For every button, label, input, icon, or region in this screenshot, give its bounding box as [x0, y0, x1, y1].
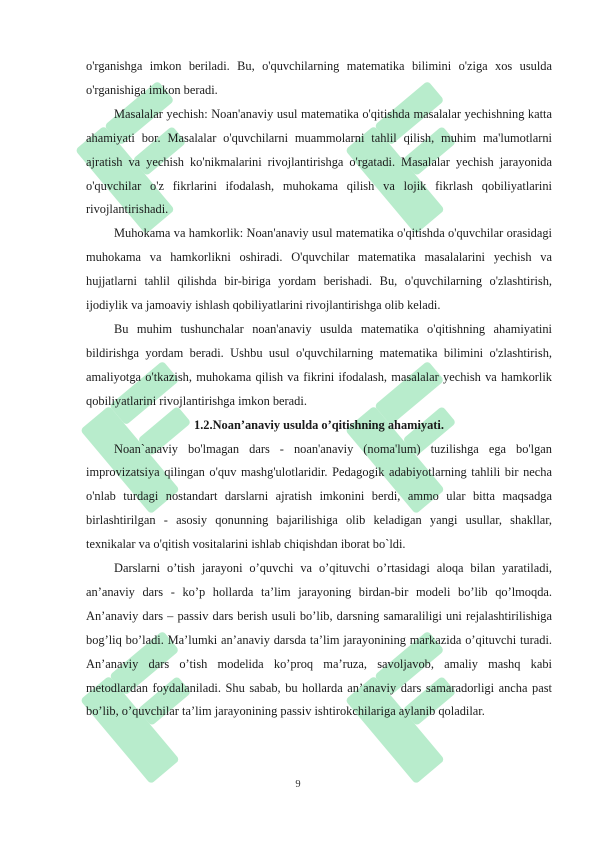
paragraph-continuation: o'rganishga imkon beriladi. Bu, o'quvchilarning matematika bilimini o'ziga xos usulda o'rganishiga imkon beradi. [86, 59, 552, 97]
document-body [86, 55, 552, 724]
page-number: 9 [295, 779, 301, 790]
paragraph-nontraditional-lesson: Noan`anaviy bo'lmagan dars - noan'anaviy (noma'lum) tuzilishga ega bo'lgan improvizatsiya qilingan o'quv mashg'ulotlaridir. Pedagogik adabiyotlarning tahlili bir necha o'nlab turdagi nostandart darslarni ajratish imkonini berdi, ammo ular bitta maqsadga birlashtirilgan - asosiy qonunning bajarilishiga olib keladigan yangi usullar, shakllar, texnikalar va o'qitish vositalarini ishlab chiqishdan iborat bo`ldi. [86, 441, 552, 552]
section-heading: 1.2.Noan’anaviy usulda o’qitishning ahamiyati. [194, 417, 444, 432]
paragraph-discussion-collaboration: Muhokama va hamkorlik: Noan'anaviy usul matematika o'qitishda o'quvchilar orasidagi muhokama va hamkorlikni oshiradi. O'quvchilar matematika masalalarini yechish va hujjatlarni tahlil qilishda bir-biriga yordam berishadi. Bu, o'quvchilarning o'zlashtirish, ijodiylik va jamoaviy ishlash qobiliyatlarini rivojlantirishga olib keladi. [86, 226, 552, 313]
paragraph-problem-solving: Masalalar yechish: Noan'anaviy usul matematika o'qitishda masalalar yechishning katta ahamiyati bor. Masalalar o'quvchilarni muammolarni tahlil qilish, muhim ma'lumotlarni ajratish va yechish ko'nikmalarini rivojlantirishga o'rgatadi. Masalalar yechish jarayonida o'quvchilar o'z fikrlarini ifodalash, muhokama qilish va lojik fikrlash qobiliyatlarini rivojlantirishadi. [86, 106, 552, 217]
paragraph-importance-summary: Bu muhim tushunchalar noan'anaviy usulda matematika o'qitishning ahamiyatini bildirishga yordam beradi. Ushbu usul o'quvchilarning matematika bilimini o'zlashtirish, amaliyotga o'tkazish, muhokama qilish va fikrini ifodalash, masalalar yechish va hamkorlik qobiliyatlarini rivojlantirishga imkon beradi. [86, 321, 552, 408]
paragraph-traditional-lesson: Darslarni o’tish jarayoni o’quvchi va o’qituvchi o’rtasidagi aloqa bilan yaratiladi, an’anaviy dars - ko’p hollarda ta’lim jarayoning birdan-bir modeli bo’lib qo’lmoqda. An’anaviy dars – passiv dars berish usuli bo’lib, darsning samaraliligi uni rejalashtirilishiga bog’liq bo’ladi. Ma’lumki an’anaviy darsda ta’lim jarayonining markazida o’qituvchi turadi. An’anaviy dars o’tish modelida ko’proq ma’ruza, savoljavob, amaliy mashq kabi metodlardan foydalaniladi. Shu sabab, bu hollarda an’anaviy dars samaradorligi ancha past bo’lib, o’quvchilar ta’lim jarayonining passiv ishtirokchilariga aylanib qoladilar. [86, 561, 552, 719]
